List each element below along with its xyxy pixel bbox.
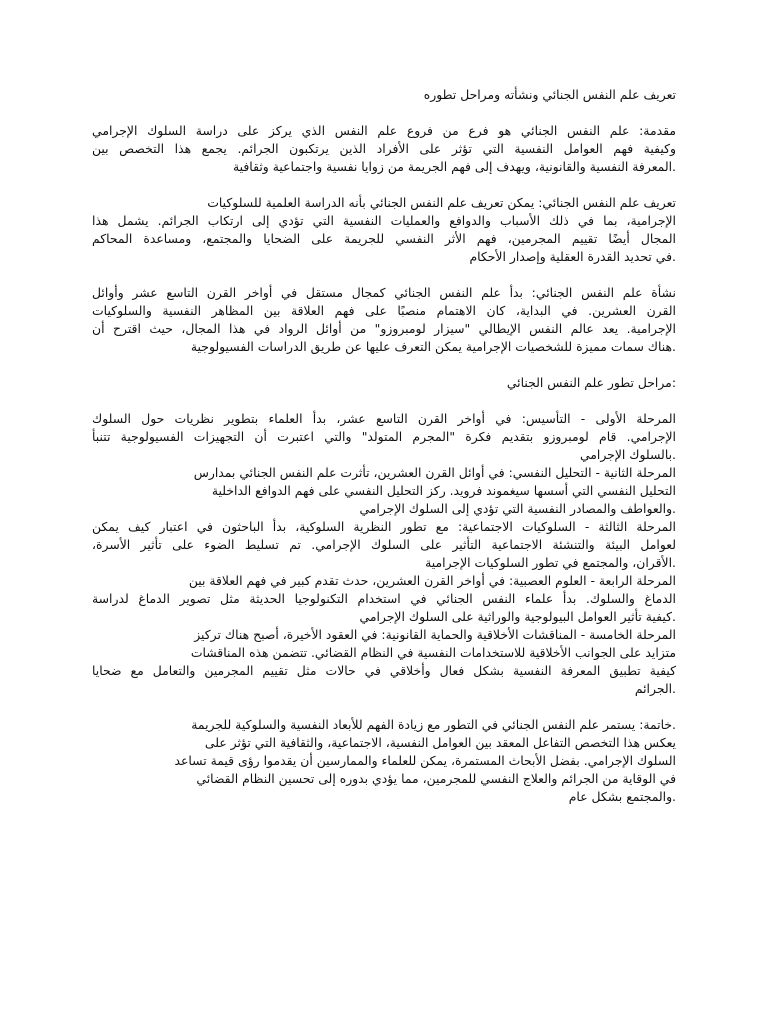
text-line: .بالسلوك الإجرامي — [579, 447, 676, 462]
text-line: المرحلة الخامسة - المناقشات الأخلاقية والحماية القانونية: في العقود الأخيرة، أصبح هناك تركيز — [194, 627, 676, 642]
text-line: المرحلة الرابعة - العلوم العصبية: في أواخر القرن العشرين، حدث تقدم كبير في فهم العلاقة بين — [188, 573, 676, 588]
document-page — [92, 86, 676, 806]
text-line: .المعرفة النفسية والقانونية، ويهدف إلى فهم الجريمة من زوايا نفسية واجتماعية وثقافية — [232, 159, 676, 174]
text-line: في الوقاية من الجرائم والعلاج النفسي للمجرمين، مما يؤدي بدوره إلى تحسين النظام القضائي — [196, 771, 676, 786]
origin-paragraph — [92, 284, 676, 356]
conclusion-paragraph — [92, 716, 676, 806]
text-line: .والمجتمع بشكل عام — [568, 789, 676, 804]
text-line: متزايد على الجوانب الأخلاقية للاستخدامات النفسية في النظام القضائي. تتضمن هذه المناقشات — [190, 645, 676, 660]
text-line: كيفية تطبيق المعرفة النفسية بشكل فعال وأخلاقي في حالات مثل تقييم المجرمين والتعامل مع ضحايا — [92, 663, 676, 678]
text-line: تعريف علم النفس الجنائي: يمكن تعريف علم النفس الجنائي بأنه الدراسة العلمية للسلوكيات — [207, 195, 676, 210]
text-line: السلوك الإجرامي. بفضل الأبحاث المستمرة، يمكن للعلماء والممارسين أن يقدموا رؤى قيمة تساعد — [174, 753, 676, 768]
text-line: لعوامل البيئة والتنشئة الاجتماعية التأثير على السلوك الإجرامي. تم تسليط الضوء على تأثير الأسرة، — [92, 537, 676, 552]
text-line: .الجرائم — [634, 681, 676, 696]
intro-paragraph — [92, 122, 676, 176]
text-line: التحليل النفسي التي أسسها سيغموند فرويد. ركز التحليل النفسي على فهم الدوافع الداخلية — [211, 483, 676, 498]
text-line: الإجرامية. يعد عالم النفس الإيطالي "سيزار لومبروزو" من أوائل الرواد في هذا المجال، حيث اقترح أن — [92, 321, 676, 336]
text-line: القرن العشرين. في البداية، كان الاهتمام منصبًا على فهم العلاقة بين المظاهر النفسية والسلوكيات — [92, 303, 676, 318]
text-line: يعكس هذا التخصص التفاعل المعقد بين العوامل النفسية، الاجتماعية، والثقافية التي تؤثر على — [204, 735, 676, 750]
text-line: الإجرامي. قام لومبروزو بتقديم فكرة "المجرم المتولد" والتي اعتبرت أن التجهيزات الفسيولوجية تتنبأ — [92, 429, 676, 444]
text-line: وكيفية فهم العوامل النفسية التي تؤثر على الأفراد الذين يرتكبون الجرائم. يجمع هذا التخصص بين — [92, 141, 676, 156]
text-line: مقدمة: علم النفس الجنائي هو فرع من فروع علم النفس الذي يركز على دراسة السلوك الإجرامي — [92, 123, 676, 138]
definition-paragraph — [92, 194, 676, 266]
text-line: الدماغ والسلوك. بدأ علماء النفس الجنائي في استخدام التكنولوجيا الحديثة مثل تصوير الدماغ لدراسة — [92, 591, 676, 606]
text-line: المرحلة الثالثة - السلوكيات الاجتماعية: مع تطور النظرية السلوكية، بدأ الباحثون في اعتبار كيف يمكن — [92, 519, 676, 534]
text-line: .والعواطف والمصادر النفسية التي تؤدي إلى السلوك الإجرامي — [359, 501, 676, 516]
document-title: تعريف علم النفس الجنائي ونشأته ومراحل تطوره — [423, 87, 676, 102]
text-line: .الأقران، والمجتمع في تطور السلوكيات الإجرامية — [425, 555, 676, 570]
text-line: المرحلة الأولى - التأسيس: في أواخر القرن التاسع عشر، بدأ العلماء بتطوير نظريات حول السلوك — [92, 411, 676, 426]
text-line: .خاتمة: يستمر علم النفس الجنائي في التطور مع زيادة الفهم للأبعاد النفسية والسلوكية للجريمة — [191, 717, 676, 732]
text-line: نشأة علم النفس الجنائي: بدأ علم النفس الجنائي كمجال مستقل في أواخر القرن التاسع عشر وأوائل — [92, 285, 676, 300]
text-line: الإجرامية، بما في ذلك الأسباب والدوافع والعمليات النفسية التي تؤدي إلى ارتكاب الجرائم. يشمل هذا — [92, 213, 676, 228]
text-line: .هناك سمات مميزة للشخصيات الإجرامية يمكن التعرف عليها عن طريق الدراسات الفسيولوجية — [190, 339, 676, 354]
text-line: .كيفية تأثير العوامل البيولوجية والوراثية على السلوك الإجرامي — [359, 609, 676, 624]
stages-heading: :مراحل تطور علم النفس الجنائي — [506, 375, 676, 390]
text-line: المجال أيضًا تقييم المجرمين، فهم الأثر النفسي للجريمة على الضحايا والمجتمع، ومساعدة المحاكم — [92, 231, 676, 246]
stages-list — [92, 410, 676, 698]
text-line: المرحلة الثانية - التحليل النفسي: في أوائل القرن العشرين، تأثرت علم النفس الجنائي بمدارس — [193, 465, 676, 480]
text-line: .في تحديد القدرة العقلية وإصدار الأحكام — [469, 249, 676, 264]
